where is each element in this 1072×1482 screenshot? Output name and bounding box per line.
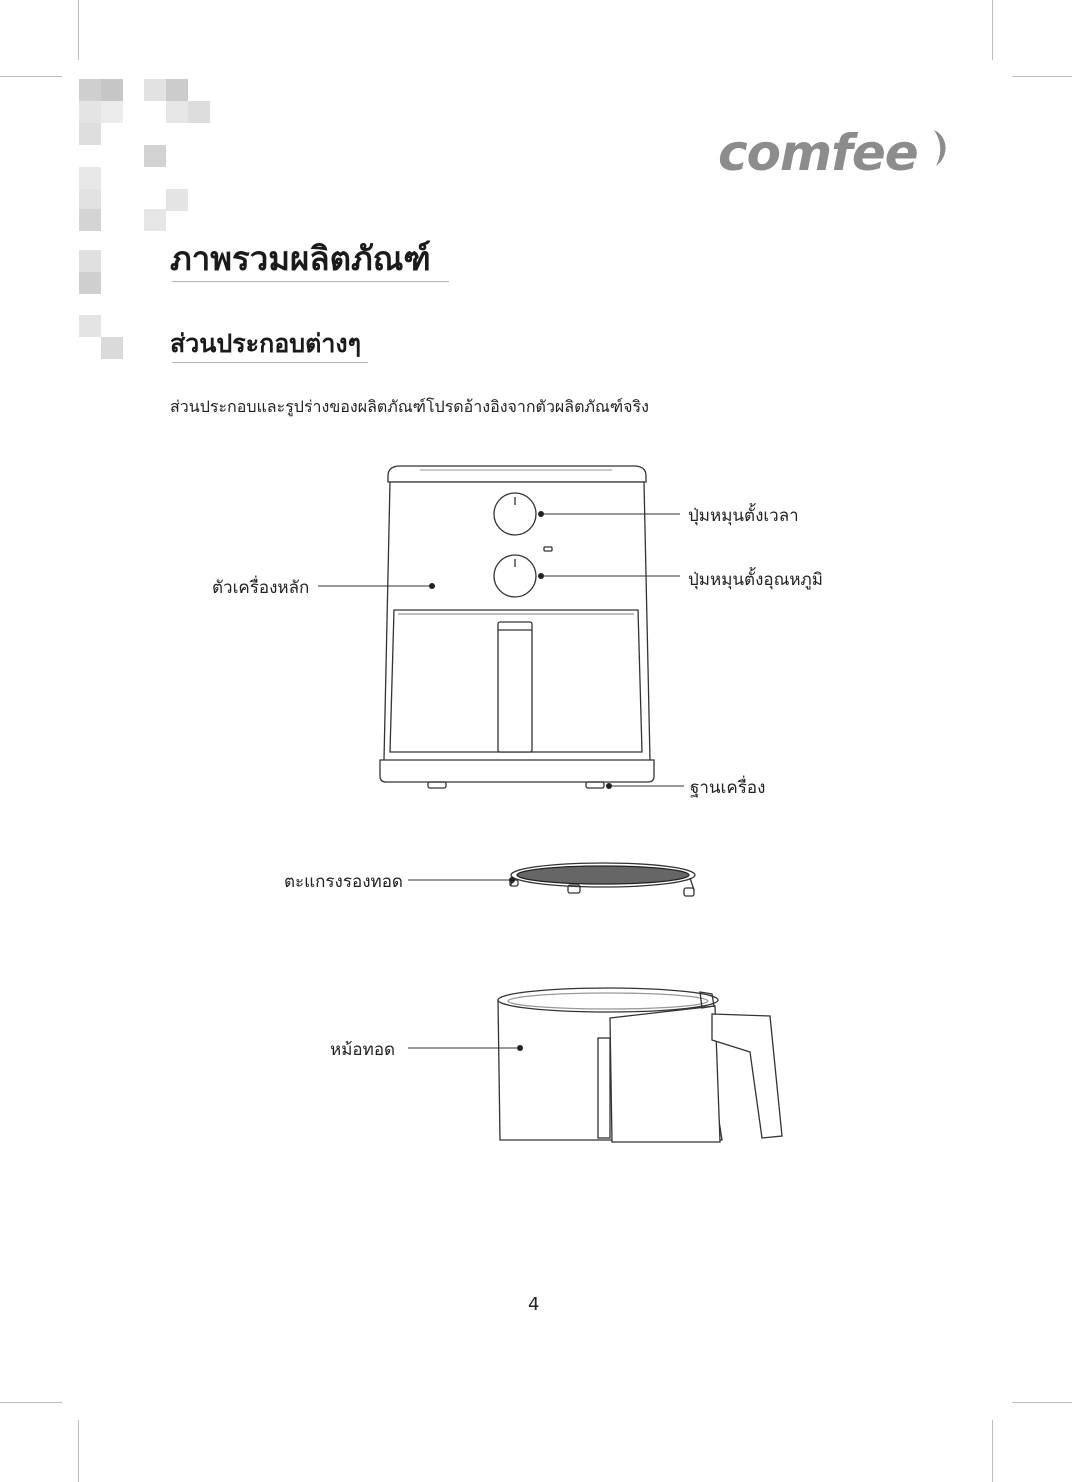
label-timer-knob: ปุ่มหมุนตั้งเวลา (688, 506, 799, 526)
frying-rack (510, 863, 695, 896)
page-number: 4 (528, 1294, 540, 1315)
page-title: ภาพรวมผลิตภัณฑ์ (170, 239, 431, 278)
section-subtitle: ส่วนประกอบต่างๆ (170, 329, 362, 358)
section-description: ส่วนประกอบและรูปร่างของผลิตภัณฑ์โปรดอ้างอิงจากตัวผลิตภัณฑ์จริง (170, 397, 649, 416)
comfee-logo: comfee (718, 124, 918, 182)
label-frying-basket: หม้อทอด (330, 1040, 396, 1060)
frying-basket (498, 988, 782, 1142)
label-frying-rack: ตะแกรงรองทอด (284, 872, 403, 892)
label-main-unit: ตัวเครื่องหลัก (212, 578, 310, 598)
label-base: ฐานเครื่อง (690, 778, 766, 798)
label-temperature-knob: ปุ่มหมุนตั้งอุณหภูมิ (688, 570, 823, 590)
